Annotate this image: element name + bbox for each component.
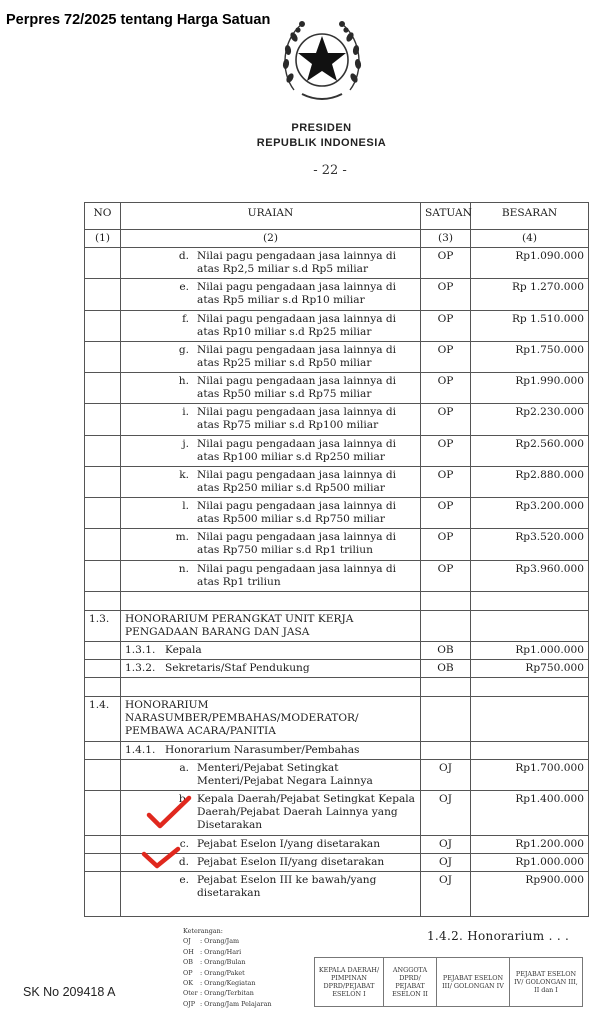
- legend-item: [183, 947, 272, 957]
- table-row: [85, 560, 589, 591]
- item-text: Sekretaris/Staf Pendukung: [165, 662, 310, 675]
- row-satuan: OJ: [421, 872, 471, 917]
- table-row: [85, 660, 589, 678]
- row-letter: k.: [179, 468, 189, 481]
- row-text: Pejabat Eselon I/yang disetarakan: [197, 837, 381, 850]
- row-satuan: OP: [421, 310, 471, 341]
- row-besaran: Rp1.400.000: [471, 791, 589, 835]
- legend-key: OP: [183, 968, 193, 977]
- mini-header-cell: KEPALA DAERAH/ PIMPINAN DPRD/PEJABAT ESELON I: [315, 958, 384, 1007]
- row-satuan: OP: [421, 466, 471, 497]
- table-row: [85, 529, 589, 560]
- row-satuan: OJ: [421, 853, 471, 871]
- row-besaran: Rp3.960.000: [471, 560, 589, 591]
- row-satuan: OP: [421, 560, 471, 591]
- row-letter: i.: [182, 406, 189, 419]
- column-number-row: [85, 230, 589, 248]
- colnum-4: (4): [471, 230, 589, 248]
- table-header-row: [85, 203, 589, 230]
- row-besaran: Rp1.090.000: [471, 248, 589, 279]
- legend-value: : Orang/Bulan: [200, 958, 246, 967]
- mini-header-cell: PEJABAT ESELON III/ GOLONGAN IV: [437, 958, 510, 1007]
- legend: [183, 926, 272, 1009]
- section-title: HONORARIUM PERANGKAT UNIT KERJA PENGADAAN BARANG DAN JASA: [121, 610, 421, 641]
- row-besaran: Rp750.000: [471, 660, 589, 678]
- section-header-row: [85, 697, 589, 741]
- row-besaran: Rp900.000: [471, 872, 589, 917]
- header-besaran: BESARAN: [471, 203, 589, 230]
- row-letter: d.: [178, 855, 189, 868]
- red-checkmark-icon: [141, 846, 181, 872]
- section-title: HONORARIUM NARASUMBER/PEMBAHAS/MODERATOR/ PEMBAWA ACARA/PANITIA: [121, 697, 421, 741]
- table-row: [85, 310, 589, 341]
- item-text: Kepala: [165, 644, 202, 657]
- legend-value: : Orang/Terbitan: [200, 989, 254, 998]
- section-number: 1.3.: [85, 610, 121, 641]
- spacer-row: [85, 678, 589, 697]
- row-text: Nilai pagu pengadaan jasa lainnya di atas Rp750 miliar s.d Rp1 triliun: [197, 531, 397, 557]
- row-text: Nilai pagu pengadaan jasa lainnya di atas Rp100 miliar s.d Rp250 miliar: [197, 437, 397, 463]
- row-letter: e.: [179, 874, 189, 886]
- row-letter: n.: [178, 562, 189, 575]
- row-besaran: Rp3.200.000: [471, 498, 589, 529]
- row-letter: g.: [178, 343, 189, 356]
- spacer-row: [85, 591, 589, 610]
- row-satuan: OJ: [421, 759, 471, 790]
- row-besaran: Rp1.750.000: [471, 341, 589, 372]
- row-text: Nilai pagu pengadaan jasa lainnya di atas Rp1 triliun: [197, 562, 397, 588]
- legend-value: : Orang/Jam: [200, 937, 240, 946]
- item-number: 1.3.2.: [125, 662, 156, 675]
- row-letter: c.: [179, 837, 189, 850]
- legend-item: [183, 968, 272, 978]
- red-checkmark-icon: [146, 795, 192, 831]
- legend-value: : Orang/Kegiatan: [200, 979, 256, 988]
- table-row: [85, 341, 589, 372]
- row-text: Nilai pagu pengadaan jasa lainnya di atas Rp5 miliar s.d Rp10 miliar: [197, 281, 397, 307]
- row-satuan: OJ: [421, 835, 471, 853]
- legend-title: Keterangan:: [183, 927, 223, 935]
- page-number: - 22 -: [313, 163, 347, 178]
- legend-key: OH: [183, 947, 194, 956]
- row-text: Nilai pagu pengadaan jasa lainnya di atas Rp10 miliar s.d Rp25 miliar: [197, 312, 397, 338]
- mini-header-cell: PEJABAT ESELON IV/ GOLONGAN III, II dan I: [510, 958, 583, 1007]
- table-row: [85, 872, 589, 917]
- row-text: Pejabat Eselon III ke bawah/yang disetarakan: [197, 874, 377, 899]
- table-row: [85, 498, 589, 529]
- row-satuan: OP: [421, 498, 471, 529]
- subsection-number: 1.4.1.: [125, 743, 156, 756]
- legend-key: OK: [183, 979, 194, 988]
- legend-value: : Orang/Hari: [200, 947, 242, 956]
- row-text: Menteri/Pejabat Setingkat Menteri/Pejabat Negara Lainnya: [197, 761, 373, 787]
- row-besaran: Rp2.880.000: [471, 466, 589, 497]
- row-besaran: Rp1.000.000: [471, 642, 589, 660]
- row-satuan: OP: [421, 435, 471, 466]
- row-letter: j.: [182, 437, 189, 450]
- presidential-emblem-icon: [276, 12, 368, 108]
- row-letter: h.: [178, 375, 189, 388]
- legend-key: OJP: [183, 999, 196, 1008]
- row-besaran: Rp2.230.000: [471, 404, 589, 435]
- table-row: [85, 435, 589, 466]
- mini-header-cell: ANGGOTA DPRD/ PEJABAT ESELON II: [384, 958, 437, 1007]
- row-satuan: OP: [421, 404, 471, 435]
- row-letter: m.: [175, 531, 189, 544]
- item-number: 1.3.1.: [125, 644, 156, 657]
- row-text: Pejabat Eselon II/yang disetarakan: [197, 855, 385, 868]
- legend-item: [183, 988, 272, 998]
- colnum-1: (1): [85, 230, 121, 248]
- header-uraian: URAIAN: [121, 203, 421, 230]
- row-text: Nilai pagu pengadaan jasa lainnya di atas Rp250 miliar s.d Rp500 miliar: [197, 468, 397, 494]
- header-satuan: SATUAN: [421, 203, 471, 230]
- colnum-3: (3): [421, 230, 471, 248]
- row-besaran: Rp3.520.000: [471, 529, 589, 560]
- continuation-text: 1.4.2. Honorarium . . .: [427, 929, 570, 943]
- legend-item: [183, 957, 272, 967]
- table-row: [85, 404, 589, 435]
- row-satuan: OP: [421, 279, 471, 310]
- row-satuan: OP: [421, 341, 471, 372]
- row-letter: e.: [179, 281, 189, 294]
- table-row: [85, 279, 589, 310]
- row-letter: d.: [178, 250, 189, 262]
- legend-value: : Orang/Paket: [200, 968, 245, 977]
- table-row: [85, 466, 589, 497]
- header-republik-indonesia: REPUBLIK INDONESIA: [256, 137, 387, 149]
- table-row: [85, 373, 589, 404]
- row-satuan: OB: [421, 642, 471, 660]
- legend-key: OB: [183, 958, 193, 967]
- row-satuan: OP: [421, 529, 471, 560]
- row-text: Kepala Daerah/Pejabat Setingkat Kepala Daerah/Pejabat Daerah Lainnya yang Disetarakan: [197, 793, 415, 832]
- row-besaran: Rp 1.270.000: [471, 279, 589, 310]
- row-besaran: Rp1.700.000: [471, 759, 589, 790]
- legend-key: Oter: [183, 989, 198, 998]
- row-letter: f.: [182, 312, 189, 325]
- row-text: Nilai pagu pengadaan jasa lainnya di atas Rp25 miliar s.d Rp50 miliar: [197, 343, 397, 369]
- legend-item: [183, 936, 272, 946]
- section-header-row: [85, 610, 589, 641]
- row-text: Nilai pagu pengadaan jasa lainnya di atas Rp50 miliar s.d Rp75 miliar: [197, 375, 397, 401]
- subsection-title: Honorarium Narasumber/Pembahas: [165, 743, 360, 756]
- row-besaran: Rp1.990.000: [471, 373, 589, 404]
- row-besaran: Rp1.200.000: [471, 835, 589, 853]
- subsection-row: [85, 741, 589, 759]
- row-text: Nilai pagu pengadaan jasa lainnya di atas Rp2,5 miliar s.d Rp5 miliar: [197, 250, 397, 275]
- row-letter: b.: [178, 793, 189, 806]
- legend-value: : Orang/Jam Pelajaran: [200, 999, 272, 1008]
- row-besaran: Rp 1.510.000: [471, 310, 589, 341]
- row-besaran: Rp1.000.000: [471, 853, 589, 871]
- row-satuan: OP: [421, 248, 471, 279]
- table-row: [85, 759, 589, 790]
- legend-item: [183, 978, 272, 988]
- header-no: NO: [85, 203, 121, 230]
- row-satuan: OB: [421, 660, 471, 678]
- row-besaran: Rp2.560.000: [471, 435, 589, 466]
- row-text: Nilai pagu pengadaan jasa lainnya di atas Rp500 miliar s.d Rp750 miliar: [197, 500, 397, 526]
- row-text: Nilai pagu pengadaan jasa lainnya di atas Rp75 miliar s.d Rp100 miliar: [197, 406, 397, 432]
- row-letter: a.: [179, 761, 189, 774]
- next-page-header-table: [314, 957, 583, 1007]
- colnum-2: (2): [121, 230, 421, 248]
- legend-key: OJ: [183, 937, 191, 946]
- table-row: [85, 642, 589, 660]
- section-number: 1.4.: [85, 697, 121, 741]
- row-letter: l.: [182, 500, 189, 513]
- legend-item: [183, 999, 272, 1009]
- row-satuan: OP: [421, 373, 471, 404]
- overlay-title: Perpres 72/2025 tentang Harga Satuan: [6, 12, 271, 28]
- sk-number: SK No 209418 A: [23, 985, 116, 999]
- row-satuan: OJ: [421, 791, 471, 835]
- header-presiden: PRESIDEN: [291, 122, 352, 134]
- table-row: [85, 248, 589, 279]
